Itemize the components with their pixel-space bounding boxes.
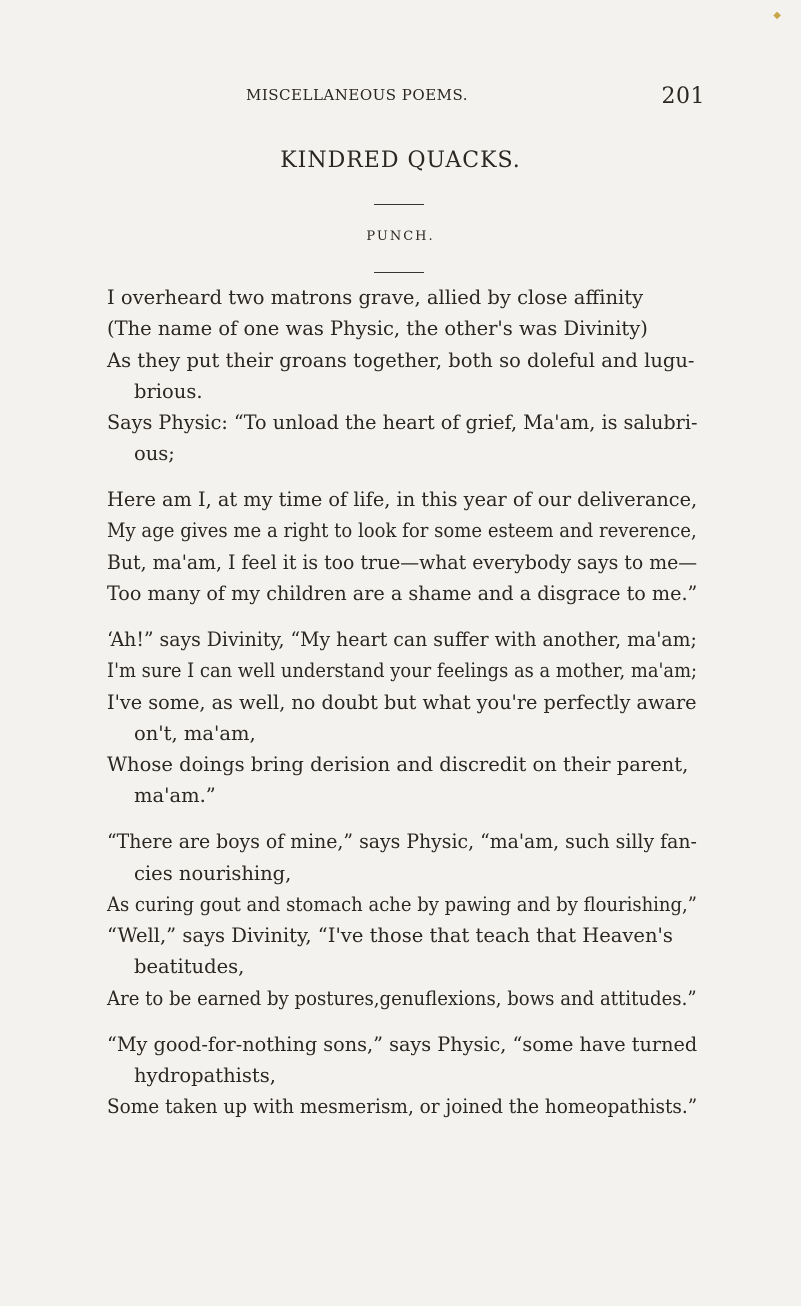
poem-line: cies nourishing, — [134, 862, 292, 885]
page-mark-icon: ◆ — [773, 10, 781, 21]
running-head: MISCELLANEOUS POEMS. — [246, 86, 469, 104]
poem-line: on't, ma'am, — [134, 722, 256, 745]
poem-line: Says Physic: “To unload the heart of grief, Ma'am, is salubri- — [107, 411, 698, 434]
poem-line: ous; — [134, 442, 175, 465]
poem-line: As they put their groans together, both so doleful and lugu- — [107, 349, 695, 372]
page-number: 201 — [661, 84, 705, 109]
poem-line: I overheard two matrons grave, allied by close affinity — [107, 286, 644, 309]
attribution-divider — [374, 272, 424, 273]
poem-line: Are to be earned by postures,genuflexions, bows and attitudes.” — [107, 987, 697, 1010]
poem-line: I'm sure I can well understand your feelings as a mother, ma'am; — [107, 659, 698, 682]
poem-line: hydropathists, — [134, 1064, 276, 1087]
poem-line: “My good-for-nothing sons,” says Physic, “some have turned — [107, 1033, 698, 1056]
poem-line: Whose doings bring derision and discredit on their parent, — [107, 753, 689, 776]
poem-line: Here am I, at my time of life, in this year of our deliverance, — [107, 488, 698, 511]
poem-line: “Well,” says Divinity, “I've those that teach that Heaven's — [107, 924, 673, 947]
poem-line: Too many of my children are a shame and a disgrace to me.” — [107, 582, 698, 605]
title-divider — [374, 204, 424, 205]
poem-line: I've some, as well, no doubt but what you're perfectly aware — [107, 691, 697, 714]
poem-line: My age gives me a right to look for some esteem and reverence, — [107, 519, 697, 542]
poem-line: Some taken up with mesmerism, or joined the homeopathists.” — [107, 1095, 698, 1118]
poem-line: But, ma'am, I feel it is too true—what everybody says to me— — [107, 551, 698, 574]
poem-line: As curing gout and stomach ache by pawing and by flourishing,” — [107, 893, 697, 916]
poem-line: brious. — [134, 380, 203, 403]
poem-line: ‘Ah!” says Divinity, “My heart can suffer with another, ma'am; — [107, 628, 697, 651]
poem-attribution: PUNCH. — [366, 229, 435, 244]
poem-line: (The name of one was Physic, the other's was Divinity) — [107, 317, 648, 340]
poem-title: KINDRED QUACKS. — [280, 148, 521, 173]
poem-line: ma'am.” — [134, 784, 216, 807]
poem-line: “There are boys of mine,” says Physic, “ma'am, such silly fan- — [107, 830, 697, 853]
poem-line: beatitudes, — [134, 955, 245, 978]
